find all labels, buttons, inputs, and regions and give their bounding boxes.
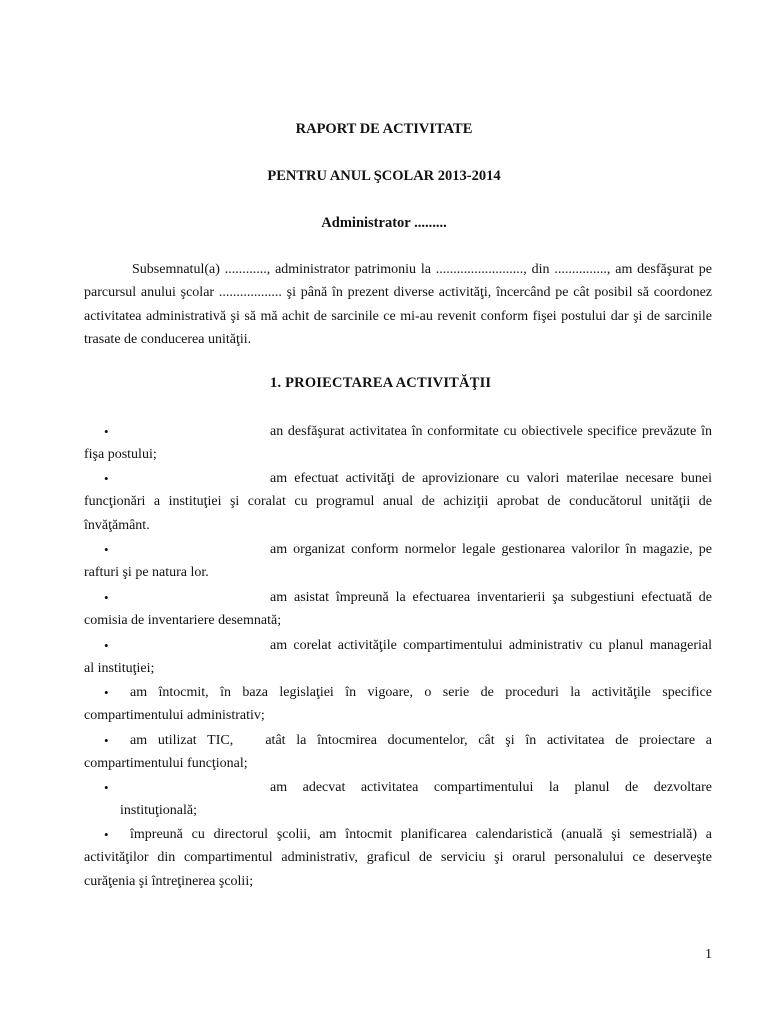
list-item bbox=[84, 634, 712, 681]
list-item bbox=[84, 467, 712, 537]
list-item-text: al instituţiei; bbox=[84, 661, 155, 677]
list-item-text: am efectuat activităţi de aprovizionare cu valori materilae necesare bunei bbox=[270, 471, 712, 486]
document-role: Administrator ......... bbox=[321, 215, 447, 231]
bullet-icon: • bbox=[104, 471, 109, 486]
section-title: 1. PROIECTAREA ACTIVITĂŢII bbox=[270, 375, 492, 391]
list-item bbox=[84, 586, 712, 633]
list-item-text: am organizat conform normelor legale gestionarea valorilor în magazie, pe bbox=[270, 542, 712, 557]
document-title: RAPORT DE ACTIVITATE bbox=[295, 121, 473, 137]
page-number: 1 bbox=[705, 947, 712, 962]
bullet-icon: • bbox=[104, 733, 109, 748]
list-item-text: am utilizat TIC, atât la întocmirea documentelor, cât şi în activitatea de proiectare a bbox=[130, 733, 712, 748]
intro-line: Subsemnatul(a) ............, administrator patrimoniu la ........................., din ..............., am desfăşurat pe bbox=[132, 262, 712, 277]
list-item-text: am adecvat activitatea compartimentului la planul de dezvoltare bbox=[270, 780, 712, 795]
list-item-text: an desfăşurat activitatea în conformitate cu obiectivele specifice prevăzute în bbox=[270, 424, 712, 439]
list-item-text: instituţională; bbox=[120, 803, 197, 819]
list-item-text: compartimentului administrativ; bbox=[84, 708, 265, 724]
list-item bbox=[84, 681, 712, 728]
bullet-icon: • bbox=[104, 424, 109, 439]
list-item-text: învăţământ. bbox=[84, 517, 150, 533]
list-item bbox=[84, 729, 712, 776]
intro-line: activitatea administrativă şi să mă achit de sarcinile ce mi-au revenit conform fişei postului dar şi de sarcinile bbox=[84, 308, 712, 324]
list-item bbox=[84, 538, 712, 585]
list-item bbox=[84, 823, 712, 893]
bullet-icon: • bbox=[104, 590, 109, 605]
intro-line: trasate de conducerea unităţii. bbox=[84, 331, 252, 347]
bullet-icon: • bbox=[104, 685, 109, 700]
list-item-text: am asistat împreună la efectuarea inventarierii şa subgestiuni efectuată de bbox=[270, 590, 712, 605]
list-item-text: compartimentului funcţional; bbox=[84, 756, 248, 772]
list-item-text: activităţilor din compartimentul administrativ, graficul de serviciu şi orarul personalului ce deserveşte bbox=[84, 850, 712, 866]
list-item-text: rafturi şi pe natura lor. bbox=[84, 565, 209, 581]
list-item bbox=[84, 420, 712, 467]
list-item-text: am corelat activităţile compartimentului administrativ cu planul managerial bbox=[270, 638, 712, 653]
list-item-text: împreună cu directorul şcolii, am întocmit planificarea calendaristică (anuală şi semestrială) a bbox=[130, 827, 712, 842]
list-item-text: am întocmit, în baza legislaţiei în vigoare, o serie de proceduri la activităţile specifice bbox=[130, 685, 712, 700]
list-item-text: comisia de inventariere desemnată; bbox=[84, 613, 282, 629]
document-subtitle: PENTRU ANUL ŞCOLAR 2013-2014 bbox=[267, 168, 501, 184]
bullet-icon: • bbox=[104, 780, 109, 795]
list-item-text: curăţenia şi întreţinerea şcolii; bbox=[84, 873, 254, 889]
list-item-text: funcţionări a instituţiei şi coralat cu programul anual de achiziţii aprobat de conducătorul unităţii de bbox=[84, 494, 712, 510]
bullet-icon: • bbox=[104, 542, 109, 557]
intro-line: parcursul anului şcolar .................. şi până în prezent diverse activităţi, încercând pe cât posibil să coordonez bbox=[84, 285, 712, 301]
intro-paragraph bbox=[84, 258, 712, 351]
bullet-icon: • bbox=[104, 827, 109, 842]
bullet-icon: • bbox=[104, 638, 109, 653]
list-item-text: fişa postului; bbox=[84, 447, 157, 463]
list-item bbox=[84, 776, 712, 823]
